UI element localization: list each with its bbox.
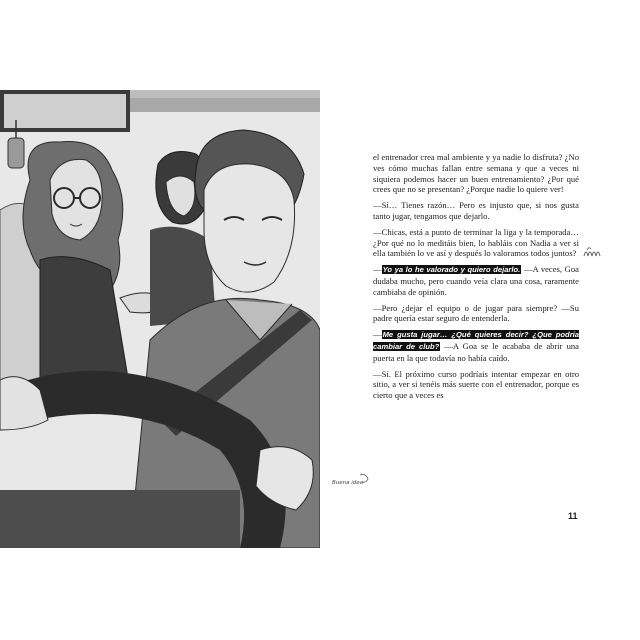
paragraph <box>373 369 579 401</box>
paragraph-text: —A veces, Goa dudaba mucho, pero cuando veía clara una cosa, raramente cambiaba de opinión. <box>373 264 579 297</box>
paragraph <box>373 200 579 222</box>
margin-loops-doodle-icon <box>582 246 608 260</box>
margin-note <box>332 470 382 496</box>
highlighted-text: Me gusta jugar… ¿Qué quieres decir? ¿Que podría cambiar de club? <box>373 330 579 351</box>
paragraph-text: — <box>373 329 382 340</box>
air-freshener <box>8 138 24 168</box>
paragraph <box>373 303 579 325</box>
paragraph-text: — <box>373 264 382 275</box>
paragraph-text: —Pero ¿dejar el equipo o de jugar para siempre? —Su padre quería estar seguro de entenderla. <box>373 302 579 324</box>
page-number: 11 <box>568 511 578 521</box>
illustration-drawing <box>0 90 320 548</box>
paragraph-text: —A Goa se le acababa de abrir una puerta en la que todavía no había caído. <box>373 340 579 363</box>
page-text <box>373 152 579 406</box>
paragraph-text: el entrenador crea mal ambiente y ya nadie lo disfruta? ¿No ves cómo muchas fallan entre semana y que a veces ni siquiera podemos hacer un buen entrenamiento? ¿Por qué crees que no se presentan? ¿Porque nadie lo quiere ver! <box>373 152 579 195</box>
car-interior-illustration <box>0 90 320 548</box>
paragraph <box>373 329 579 363</box>
margin-note-text: Buena idea <box>332 480 364 486</box>
text-page <box>320 90 640 548</box>
paragraph <box>373 264 579 297</box>
paragraph-text: —Chicas, está a punto de terminar la liga y la temporada… ¿Por qué no lo meditáis bien, lo habláis con Nadia a ver si ella también lo ve así y después lo valoramos todos juntos? <box>373 226 579 259</box>
paragraph <box>373 152 579 195</box>
highlighted-text: Yo ya lo he valorado y quiero dejarlo. <box>382 265 521 275</box>
paragraph <box>373 227 579 259</box>
paragraph-text: —Sí… Tienes razón… Pero es injusto que, si nos gusta tanto jugar, tengamos que dejarlo. <box>373 200 579 221</box>
book-spread <box>0 90 640 548</box>
paragraph-text: —Sí. El próximo curso podríais intentar empezar en otro sitio, a ver si tenéis más suerte con el entrenador, porque es cierto que a veces es <box>373 368 579 401</box>
